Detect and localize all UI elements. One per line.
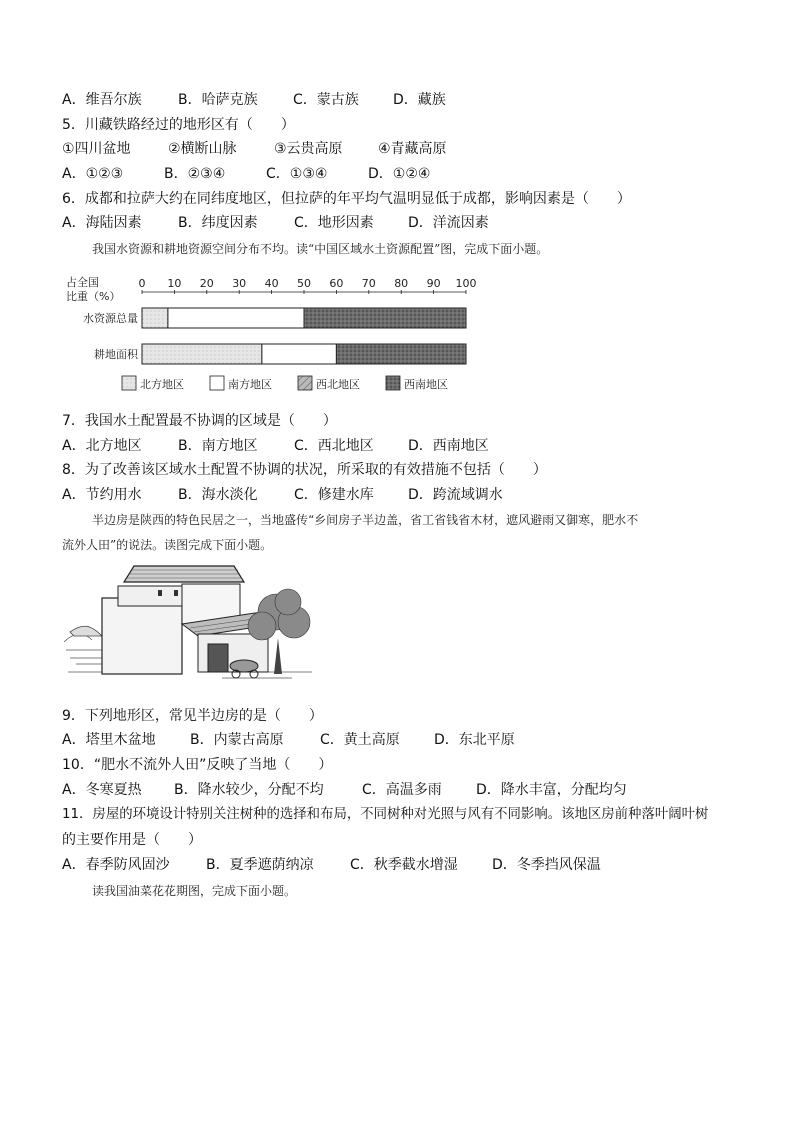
q6-options xyxy=(62,213,489,233)
category-label: 水资源总量 xyxy=(83,312,138,325)
q7-option-a: A．北方地区 xyxy=(62,438,142,454)
q4-options xyxy=(62,90,446,110)
tick-label: 90 xyxy=(426,277,441,290)
legend-swatch xyxy=(386,376,400,390)
category-label: 耕地面积 xyxy=(94,348,138,361)
q11-option-d: D．冬季挡风保温 xyxy=(492,857,601,873)
intro-half-house-2: 流外人田”的说法。读图完成下面小题。 xyxy=(62,538,273,552)
q11-options xyxy=(62,855,601,875)
q11-stem-2: 的主要作用是（ ） xyxy=(62,832,202,848)
q6-option-a: A．海陆因素 xyxy=(62,215,142,231)
q7-option-c: C．西北地区 xyxy=(294,438,374,454)
q5-option-d: D．①②④ xyxy=(368,166,431,182)
q4-option-a: A．维吾尔族 xyxy=(62,92,142,108)
q5-stem: 5．川藏铁路经过的地形区有（ ） xyxy=(62,117,295,133)
q7-option-d: D．西南地区 xyxy=(408,438,489,454)
q4-option-c: C．蒙古族 xyxy=(293,92,359,108)
q6-option-c: C．地形因素 xyxy=(294,215,374,231)
tick-label: 100 xyxy=(455,277,477,290)
legend-label: 西北地区 xyxy=(316,378,360,391)
axis-title-line1: 占全国 xyxy=(66,276,99,289)
bar-segment xyxy=(262,344,337,364)
tick-label: 20 xyxy=(199,277,214,290)
q8-option-d: D．跨流域调水 xyxy=(408,487,503,503)
tick-label: 60 xyxy=(329,277,344,290)
q10-option-d: D．降水丰富，分配均匀 xyxy=(476,782,627,798)
tick-label: 30 xyxy=(232,277,247,290)
legend-label: 北方地区 xyxy=(140,378,184,391)
q6-option-d: D．洋流因素 xyxy=(408,215,489,231)
legend-label: 南方地区 xyxy=(228,378,272,391)
q6-stem: 6．成都和拉萨大约在同纬度地区，但拉萨的年平均气温明显低于成都，影响因素是（ ） xyxy=(62,191,631,207)
q9-option-b: B．内蒙古高原 xyxy=(190,732,284,748)
bar-segment xyxy=(168,308,304,328)
tick-label: 80 xyxy=(394,277,409,290)
q9-option-d: D．东北平原 xyxy=(434,732,515,748)
bar-segment xyxy=(304,308,466,328)
q6-option-b: B．纬度因素 xyxy=(178,215,258,231)
q5-item-2: ②横断山脉 xyxy=(168,141,237,157)
q8-options xyxy=(62,485,503,505)
q8-option-c: C．修建水库 xyxy=(294,487,374,503)
q10-stem: 10．“肥水不流外人田”反映了当地（ ） xyxy=(62,757,333,773)
bar-segment xyxy=(142,344,262,364)
bar-segment xyxy=(142,308,168,328)
q10-option-a: A．冬寒夏热 xyxy=(62,782,142,798)
q7-stem: 7．我国水土配置最不协调的区域是（ ） xyxy=(62,413,337,429)
q5-item-1: ①四川盆地 xyxy=(62,141,131,157)
q7-option-b: B．南方地区 xyxy=(178,438,258,454)
legend-swatch xyxy=(210,376,224,390)
q7-options xyxy=(62,436,489,456)
q4-option-b: B．哈萨克族 xyxy=(178,92,258,108)
q5-options xyxy=(62,164,430,184)
q10-option-b: B．降水较少，分配不均 xyxy=(174,782,324,798)
q5-option-b: B．②③④ xyxy=(164,166,226,182)
legend-swatch xyxy=(122,376,136,390)
q9-option-c: C．黄土高原 xyxy=(320,732,400,748)
q5-option-a: A．①②③ xyxy=(62,166,124,182)
water-land-chart xyxy=(62,270,482,400)
tick-label: 0 xyxy=(138,277,146,290)
q5-item-3: ③云贵高原 xyxy=(274,141,343,157)
bar-segment xyxy=(336,344,466,364)
q10-option-c: C．高温多雨 xyxy=(362,782,442,798)
q8-stem: 8．为了改善该区域水土配置不协调的状况，所采取的有效措施不包括（ ） xyxy=(62,462,547,478)
q5-item-4: ④青藏高原 xyxy=(378,141,447,157)
intro-half-house-1: 半边房是陕西的特色民居之一，当地盛传“乡间房子半边盖，省工省钱省木材，遮风避雨又御寒，肥水不 xyxy=(92,513,639,527)
q11-stem-1: 11．房屋的环境设计特别关注树种的选择和布局，不同树种对光照与风有不同影响。该地区房前种落叶阔叶树 xyxy=(62,807,709,822)
legend-swatch xyxy=(298,376,312,390)
q10-options xyxy=(62,780,627,800)
intro-rapeseed: 读我国油菜花花期图，完成下面小题。 xyxy=(92,884,297,898)
half-house-illustration xyxy=(62,562,330,700)
q5-items xyxy=(62,139,447,159)
q5-option-c: C．①③④ xyxy=(266,166,328,182)
tick-label: 40 xyxy=(264,277,279,290)
q9-option-a: A．塔里木盆地 xyxy=(62,732,156,748)
q8-option-a: A．节约用水 xyxy=(62,487,142,503)
tick-label: 50 xyxy=(297,277,311,290)
q11-option-c: C．秋季截水增湿 xyxy=(350,857,458,873)
q4-option-d: D．藏族 xyxy=(393,92,446,108)
q8-option-b: B．海水淡化 xyxy=(178,487,258,503)
tick-label: 10 xyxy=(167,277,182,290)
intro-water-land: 我国水资源和耕地资源空间分布不均。读“中国区域水土资源配置”图，完成下面小题。 xyxy=(92,242,549,256)
q11-option-b: B．夏季遮荫纳凉 xyxy=(206,857,314,873)
q9-options xyxy=(62,730,515,750)
legend-label: 西南地区 xyxy=(404,378,448,391)
axis-title xyxy=(66,275,120,303)
axis-title-line2: 比重（%） xyxy=(66,290,121,303)
q11-option-a: A．春季防风固沙 xyxy=(62,857,170,873)
q9-stem: 9．下列地形区，常见半边房的是（ ） xyxy=(62,708,323,724)
tick-label: 70 xyxy=(361,277,376,290)
